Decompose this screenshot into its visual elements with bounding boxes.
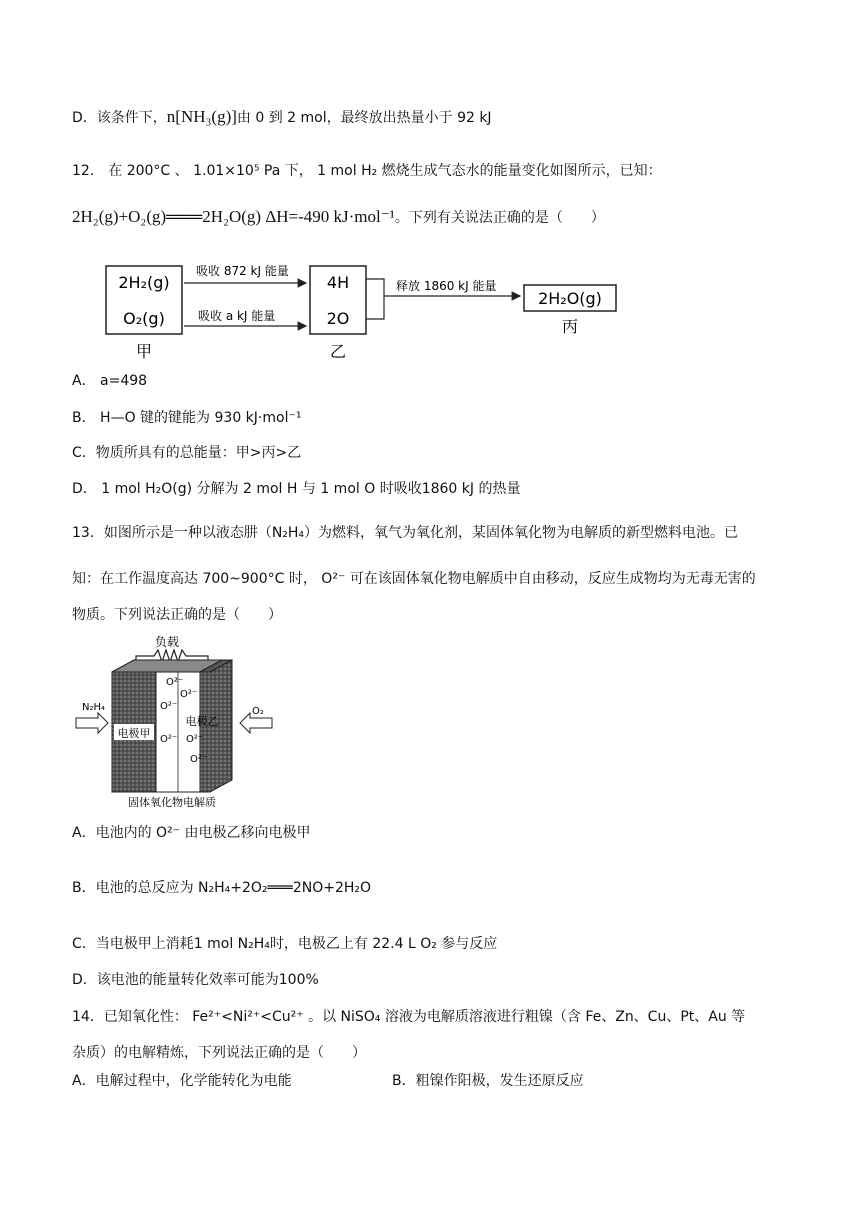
label-yi: 乙 [329, 342, 347, 361]
bracket-yi [366, 279, 384, 319]
ion-2: O²⁻ [160, 701, 178, 712]
q12-equation: 2H₂(g)+O₂(g)═══2H₂O(g) ΔH=-490 kJ·mol⁻¹ [72, 207, 395, 226]
q13-option-d: D．该电池的能量转化效率可能为100% [72, 972, 319, 988]
q11-option-d-prefix: D．该条件下， [72, 110, 167, 126]
box-jia-bottom: O₂(g) [123, 309, 165, 328]
electrode-jia-label: 电极甲 [117, 727, 151, 740]
ion-3: O²⁻ [180, 689, 198, 700]
q12-option-b: B． H—O 键的键能为 930 kJ·mol⁻¹ [72, 410, 302, 426]
ion-1: O²⁻ [166, 677, 184, 688]
q14-stem-line2: 杂质）的电解精炼，下列说法正确的是（ ） [72, 1045, 366, 1061]
box-jia-top: 2H₂(g) [118, 273, 170, 292]
electrode-yi-label: 电极乙 [185, 715, 219, 728]
q13-option-a: A．电池内的 O²⁻ 由电极乙移向电极甲 [72, 825, 311, 841]
q12-option-c: C．物质所具有的总能量：甲>丙>乙 [72, 445, 302, 461]
box-yi-bottom: 2O [326, 309, 350, 328]
q12-stem-suffix: 。下列有关说法正确的是（ ） [394, 210, 605, 226]
q12-energy-diagram [100, 257, 620, 372]
q12-option-d: D． 1 mol H₂O(g) 分解为 2 mol H 与 1 mol O 时吸收1860 kJ 的热量 [72, 481, 521, 497]
label-release-1860: 释放 1860 kJ 能量 [396, 279, 497, 293]
q13-fuel-cell-diagram [72, 632, 277, 807]
q11-option-d-math: n[NH₃(g)] [166, 107, 237, 126]
fuel-label: N₂H₄ [82, 702, 106, 713]
q14-option-a: A．电解过程中，化学能转化为电能 [72, 1073, 292, 1089]
ion-5: O²⁻ [186, 734, 204, 745]
oxidant-label: O₂ [252, 706, 264, 717]
label-bing: 丙 [561, 317, 579, 336]
ion-4: O²⁻ [160, 734, 178, 745]
ion-6: O²⁻ [190, 754, 208, 765]
fuel-arrow [76, 713, 108, 733]
label-jia: 甲 [135, 342, 153, 361]
q13-option-b: B．电池的总反应为 N₂H₄+2O₂═══2NO+2H₂O [72, 880, 372, 896]
q14-option-b: B．粗镍作阳极，发生还原反应 [392, 1073, 584, 1089]
q12-option-a: A． a=498 [72, 373, 148, 389]
q13-option-c: C．当电极甲上消耗1 mol N₂H₄时，电极乙上有 22.4 L O₂ 参与反应 [72, 936, 498, 952]
label-absorb-a: 吸收 a kJ 能量 [198, 309, 276, 323]
electrolyte-caption: 固体氧化物电解质 [128, 796, 216, 807]
q12-stem-line1: 12． 在 200°C 、 1.01×10⁵ Pa 下， 1 mol H₂ 燃烧生成气态水的能量变化如图所示，已知： [72, 163, 662, 179]
q13-stem-line3: 物质。下列说法正确的是（ ） [72, 607, 282, 623]
q13-stem-line1: 13．如图所示是一种以液态肼（N₂H₄）为燃料，氧气为氧化剂，某固体氧化物为电解质的新型燃料电池。已 [72, 525, 739, 541]
q11-option-d [72, 107, 492, 127]
q12-stem-line2 [72, 207, 605, 227]
box-bing-text: 2H₂O(g) [538, 289, 602, 308]
q13-stem-line2: 知：在工作温度高达 700~900°C 时， O²⁻ 可在该固体氧化物电解质中自由移动，反应生成物均为无毒无害的 [72, 571, 756, 587]
load-label: 负载 [154, 635, 180, 649]
q14-stem-line1: 14．已知氧化性： Fe²⁺<Ni²⁺<Cu²⁺ 。以 NiSO₄ 溶液为电解质溶液进行粗镍（含 Fe、Zn、Cu、Pt、Au 等 [72, 1009, 746, 1025]
q11-option-d-suffix: 由 0 到 2 mol，最终放出热量小于 92 kJ [236, 110, 492, 126]
label-absorb-872: 吸收 872 kJ 能量 [196, 264, 289, 278]
box-yi-top: 4H [326, 273, 350, 292]
